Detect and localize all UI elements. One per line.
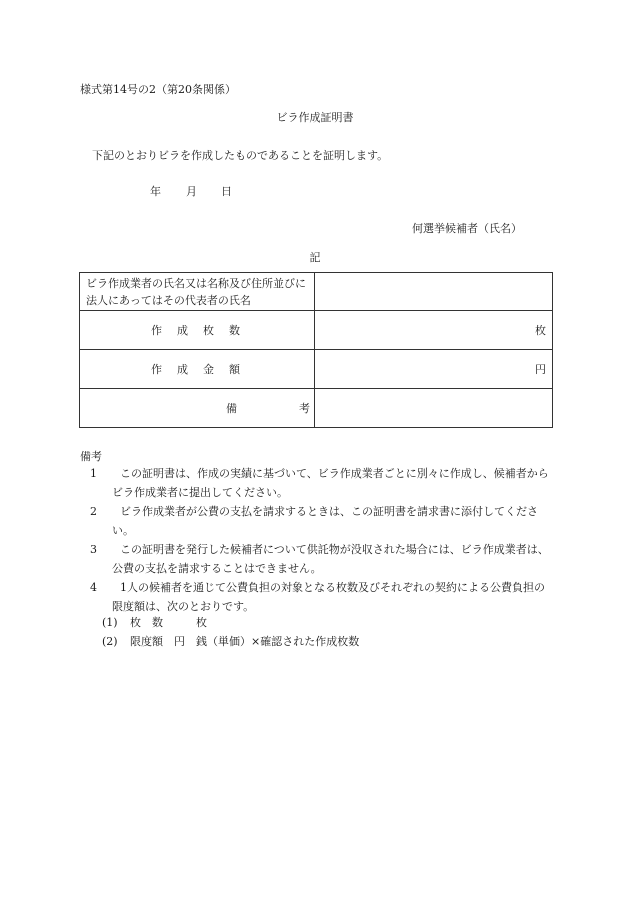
date-day-label: 日 xyxy=(221,185,232,198)
list-item xyxy=(90,464,553,502)
remarks-label: 備 考 xyxy=(80,389,315,428)
remark-text: この証明書は、作成の実績に基づいて、ビラ作成業者ごとに別々に作成し、候補者からビラ作成業者に提出してください。 xyxy=(112,467,549,499)
candidate-signature-label: 何選挙候補者（氏名） xyxy=(412,222,522,235)
sub-item-text: 枚 数 枚 xyxy=(130,616,207,629)
remark-number: 4 xyxy=(90,581,97,594)
vendor-info-label: ビラ作成業者の氏名又は名称及び住所並びに法人にあってはその代表者の氏名 xyxy=(80,273,315,311)
remark-number: 2 xyxy=(90,505,97,518)
remark-number: 1 xyxy=(90,467,97,480)
remarks-value[interactable] xyxy=(315,389,553,428)
quantity-value[interactable]: 枚 xyxy=(315,311,553,350)
certificate-table xyxy=(79,272,553,428)
remarks-list xyxy=(90,464,553,616)
vendor-info-value[interactable] xyxy=(315,273,553,311)
table-row xyxy=(80,350,553,389)
sub-item-limit xyxy=(102,633,359,649)
remark-text: この証明書を発行した候補者について供託物が没収された場合には、ビラ作成業者は、公費の支払を請求することはできません。 xyxy=(112,543,549,575)
list-item xyxy=(90,578,553,616)
quantity-label: 作成枚数 xyxy=(80,311,315,350)
form-number: 様式第14号の2（第20条関係） xyxy=(80,83,236,96)
remarks-heading: 備考 xyxy=(80,450,102,463)
list-item xyxy=(90,540,553,578)
document-title: ビラ作成証明書 xyxy=(276,111,354,124)
sub-item-text: 限度額 円 銭（単価）×確認された作成枚数 xyxy=(130,635,360,648)
date-month-label: 月 xyxy=(186,185,197,198)
amount-value[interactable]: 円 xyxy=(315,350,553,389)
date-year-label: 年 xyxy=(150,185,161,198)
sub-item-number: (1) xyxy=(102,616,118,629)
certification-statement: 下記のとおりビラを作成したものであることを証明します。 xyxy=(92,149,389,162)
table-row xyxy=(80,273,553,311)
list-item xyxy=(90,502,553,540)
remark-text: 1人の候補者を通じて公費負担の対象となる枚数及びそれぞれの契約による公費負担の限度額は、次のとおりです。 xyxy=(112,581,545,613)
sub-item-quantity xyxy=(102,614,207,630)
amount-label: 作成金額 xyxy=(80,350,315,389)
table-row xyxy=(80,311,553,350)
remark-text: ビラ作成業者が公費の支払を請求するときは、この証明書を請求書に添付してください。 xyxy=(112,505,538,537)
sub-item-number: (2) xyxy=(102,635,118,648)
remark-number: 3 xyxy=(90,543,97,556)
ki-heading: 記 xyxy=(309,251,321,264)
table-row xyxy=(80,389,553,428)
